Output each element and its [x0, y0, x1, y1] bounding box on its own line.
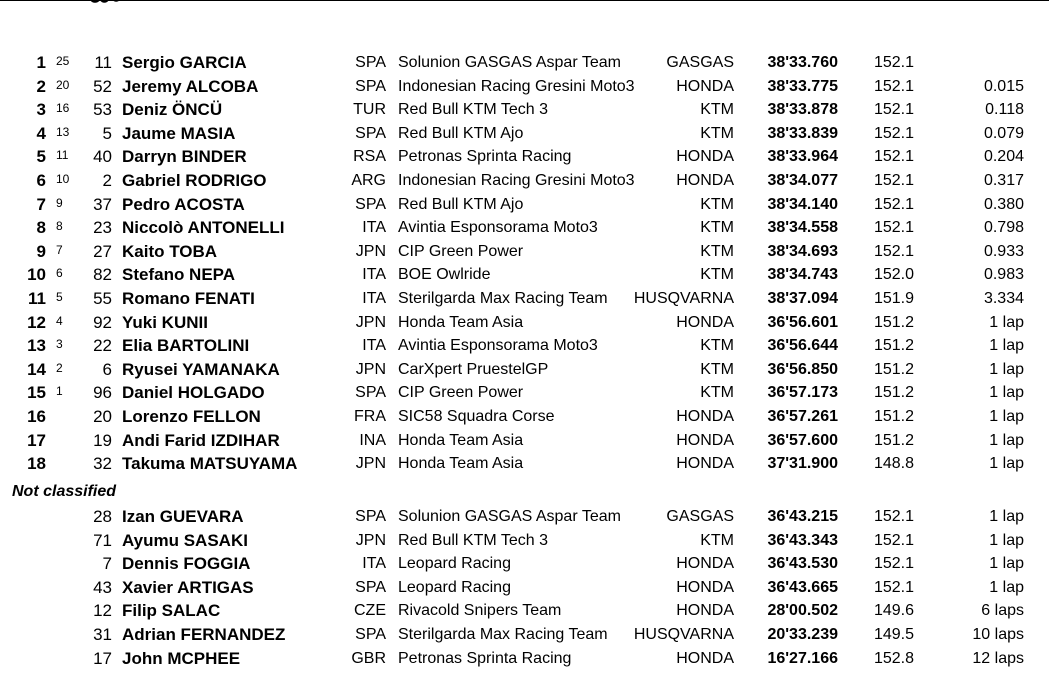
cell-pos: 6: [36, 171, 46, 190]
cell-num: 6: [102, 359, 112, 379]
cell-time: 28'00.502: [767, 602, 838, 620]
cell-team: SIC58 Squadra Corse: [398, 408, 555, 425]
cell-time: 36'56.644: [767, 337, 838, 355]
cell-time: 38'34.140: [767, 195, 838, 213]
cell-nat: JPN: [355, 313, 386, 331]
cell-pts: 5: [56, 290, 63, 304]
result-row: [0, 75, 1049, 99]
cell-nat: SPA: [355, 626, 386, 643]
cell-nat: SPA: [355, 508, 386, 525]
cell-gap: 0.798: [983, 219, 1024, 237]
cell-team: Solunion GASGAS Aspar Team: [398, 54, 621, 71]
cell-num: 40: [93, 147, 112, 167]
cell-speed: 152.1: [873, 531, 915, 549]
cell-moto: HONDA: [676, 649, 734, 667]
cell-nat: JPN: [355, 242, 386, 260]
cell-moto: HUSQVARNA: [633, 626, 734, 643]
cell-time: 20'33.239: [767, 626, 838, 643]
cell-gap: 1 lap: [989, 508, 1024, 525]
result-row: [0, 529, 1049, 553]
cell-nat: RSA: [353, 148, 386, 166]
cell-gap: 1 lap: [989, 531, 1024, 549]
cell-moto: HONDA: [676, 431, 734, 449]
cell-num: 92: [93, 312, 112, 332]
cell-moto: KTM: [700, 101, 734, 119]
cell-time: 36'56.850: [767, 360, 838, 378]
cell-speed: 152.1: [873, 578, 915, 596]
cell-speed: 151.2: [873, 360, 915, 378]
cell-team: Leopard Racing: [398, 578, 511, 596]
cell-time: 38'34.743: [767, 266, 838, 284]
result-row: [0, 263, 1049, 287]
cell-speed: 152.1: [873, 219, 915, 237]
cell-num: 19: [93, 430, 112, 450]
cell-name: Gabriel RODRIGO: [122, 171, 267, 190]
cell-gap: 0.079: [983, 124, 1024, 142]
cell-name: Ryusei YAMANAKA: [122, 359, 280, 379]
cell-name: Andi Farid IZDIHAR: [122, 430, 280, 450]
cell-time: 36'57.600: [767, 431, 838, 449]
cell-num: 52: [93, 76, 112, 96]
cell-time: 38'33.775: [767, 77, 838, 95]
cell-gap: 12 laps: [972, 649, 1024, 667]
cell-num: 96: [93, 383, 112, 403]
cell-speed: 152.8: [873, 649, 915, 667]
cell-gap: 1 lap: [989, 431, 1024, 449]
cell-nat: ITA: [362, 337, 386, 355]
cell-name: Daniel HOLGADO: [122, 383, 265, 403]
cell-num: 11: [94, 53, 112, 72]
cell-name: Darryn BINDER: [122, 147, 247, 167]
cell-num: 43: [93, 577, 112, 597]
cell-num: 31: [93, 625, 112, 644]
cell-team: Red Bull KTM Ajo: [398, 124, 524, 142]
cell-time: 38'37.094: [767, 290, 838, 307]
cell-num: 23: [93, 218, 112, 238]
cell-time: 37'31.900: [767, 455, 838, 473]
cell-nat: ITA: [362, 266, 386, 284]
cell-gap: 1 lap: [989, 455, 1024, 473]
cell-time: 36'43.215: [767, 508, 838, 525]
cell-team: Avintia Esponsorama Moto3: [398, 219, 598, 237]
cell-nat: JPN: [355, 360, 386, 378]
cell-pts: 8: [56, 219, 63, 234]
result-row: [0, 623, 1049, 647]
cell-speed: 151.2: [873, 313, 915, 331]
cell-team: Honda Team Asia: [398, 455, 524, 473]
cell-nat: JPN: [355, 531, 386, 549]
cell-time: 38'33.878: [767, 101, 838, 119]
cell-name: Elia BARTOLINI: [122, 336, 250, 356]
cell-num: 71: [93, 530, 112, 550]
cell-speed: 152.0: [873, 266, 915, 284]
result-row: [0, 599, 1049, 623]
cell-nat: SPA: [355, 124, 386, 142]
cell-gap: 1 lap: [989, 313, 1024, 331]
cell-gap: 1 lap: [989, 555, 1024, 573]
cell-gap: 0.983: [983, 266, 1024, 284]
cell-gap: 0.204: [983, 148, 1024, 166]
cell-moto: GASGAS: [666, 54, 734, 71]
cell-pts: 1: [56, 384, 63, 399]
cell-time: 38'34.693: [767, 242, 838, 260]
cell-num: 37: [93, 194, 112, 214]
cell-pos: 18: [27, 454, 46, 474]
cell-time: 36'43.530: [767, 555, 838, 573]
result-row: [0, 98, 1049, 122]
cell-moto: HONDA: [676, 602, 734, 620]
cell-gap: 0.933: [983, 242, 1024, 260]
cell-moto: KTM: [700, 360, 734, 378]
cell-name: Sergio GARCIA: [122, 53, 247, 72]
cell-pts: 11: [56, 148, 69, 163]
cell-team: Red Bull KTM Tech 3: [398, 101, 548, 119]
cell-time: 36'57.261: [767, 408, 838, 425]
cell-gap: 1 lap: [989, 360, 1024, 378]
cell-team: Sterilgarda Max Racing Team: [398, 626, 608, 643]
result-row: [0, 405, 1049, 429]
cell-pts: 13: [56, 124, 70, 139]
cell-time: 36'56.601: [767, 313, 838, 331]
result-row: [0, 193, 1049, 217]
cell-num: 32: [93, 454, 112, 474]
cell-num: 53: [93, 100, 112, 120]
cell-name: Yuki KUNII: [122, 312, 208, 332]
cell-pts: 20: [56, 77, 70, 92]
cell-moto: KTM: [700, 337, 734, 355]
cell-gap: 0.118: [985, 101, 1024, 119]
cell-gap: 1 lap: [989, 408, 1024, 425]
cell-gap: 10 laps: [972, 626, 1024, 643]
cell-speed: 151.2: [873, 431, 915, 449]
cell-team: Leopard Racing: [398, 555, 511, 573]
cell-gap: 1 lap: [989, 384, 1024, 402]
cell-num: 28: [93, 507, 112, 526]
cell-speed: 152.1: [873, 54, 915, 71]
cell-moto: KTM: [700, 266, 734, 284]
cell-name: Kaito TOBA: [122, 241, 218, 261]
cell-pos: 16: [27, 407, 46, 426]
cell-name: Ayumu SASAKI: [122, 530, 248, 550]
cell-gap: 1 lap: [989, 337, 1024, 355]
cell-pos: 17: [27, 430, 46, 450]
cell-team: Petronas Sprinta Racing: [398, 649, 572, 667]
cell-speed: 152.1: [873, 172, 915, 189]
cell-speed: 152.1: [873, 77, 915, 95]
cell-nat: SPA: [355, 578, 386, 596]
cell-team: Indonesian Racing Gresini Moto3: [398, 172, 635, 189]
cell-time: 38'34.558: [767, 219, 838, 237]
cell-pts: 4: [56, 313, 63, 328]
cell-name: Dennis FOGGIA: [122, 554, 251, 574]
cell-time: 38'33.839: [767, 124, 838, 142]
result-row: [0, 452, 1049, 476]
cell-time: 38'33.964: [767, 148, 838, 166]
cell-pts: 3: [56, 337, 63, 352]
cell-speed: 152.1: [873, 508, 915, 525]
cell-pos: 15: [27, 383, 46, 403]
cell-moto: HONDA: [676, 578, 734, 596]
cell-num: 82: [93, 265, 112, 285]
not-classified-heading: Not classified: [12, 483, 117, 500]
cell-pos: 4: [36, 123, 46, 143]
cell-nat: TUR: [353, 101, 386, 119]
cell-pos: 3: [36, 100, 46, 120]
cell-name: Xavier ARTIGAS: [122, 577, 254, 597]
result-row: [0, 122, 1049, 146]
cell-time: 36'43.665: [767, 578, 838, 596]
cell-gap: 1 lap: [989, 578, 1024, 596]
cell-moto: KTM: [700, 195, 734, 213]
result-row: [0, 647, 1049, 671]
result-row: [0, 311, 1049, 335]
cell-team: CIP Green Power: [398, 242, 524, 260]
result-row: [0, 552, 1049, 576]
cell-pts: 10: [56, 172, 70, 186]
cell-time: 38'33.760: [767, 54, 838, 71]
cell-name: Filip SALAC: [122, 601, 221, 621]
cell-name: Takuma MATSUYAMA: [122, 454, 298, 474]
cell-pos: 14: [27, 359, 46, 379]
cell-speed: 152.1: [873, 101, 915, 119]
cell-nat: ITA: [362, 219, 386, 237]
cell-name: Niccolò ANTONELLI: [122, 218, 285, 238]
cell-team: Indonesian Racing Gresini Moto3: [398, 77, 635, 95]
cell-pos: 12: [27, 312, 46, 332]
cell-nat: JPN: [355, 455, 386, 473]
cell-moto: HONDA: [676, 408, 734, 425]
cell-team: CarXpert PruestelGP: [398, 360, 549, 378]
cell-speed: 149.6: [873, 602, 915, 620]
cell-name: John MCPHEE: [122, 648, 241, 668]
cell-nat: ITA: [362, 555, 386, 573]
cell-speed: 151.2: [873, 384, 915, 402]
cell-team: Solunion GASGAS Aspar Team: [398, 508, 621, 525]
cell-pos: 5: [36, 147, 46, 167]
cell-nat: ITA: [362, 290, 386, 307]
cell-name: Deniz ÖNCÜ: [122, 100, 223, 120]
cell-moto: GASGAS: [666, 508, 734, 525]
cell-name: Jaume MASIA: [122, 123, 236, 143]
cell-name: Adrian FERNANDEZ: [122, 625, 286, 644]
cell-num: 20: [93, 407, 112, 426]
cell-num: 17: [93, 648, 112, 668]
cell-moto: KTM: [700, 124, 734, 142]
cell-name: Stefano NEPA: [122, 265, 236, 285]
cell-num: 2: [102, 171, 112, 190]
cell-pts: 9: [56, 195, 63, 210]
result-row: [0, 169, 1049, 193]
cell-speed: 152.1: [873, 148, 915, 166]
cell-time: 36'57.173: [767, 384, 838, 402]
cell-nat: FRA: [354, 408, 386, 425]
cell-speed: 152.1: [873, 242, 915, 260]
cell-pos: 13: [27, 336, 46, 356]
cell-num: 12: [93, 601, 112, 621]
cell-speed: 149.5: [873, 626, 915, 643]
cell-pos: 8: [36, 218, 46, 238]
cell-moto: KTM: [700, 242, 734, 260]
header-rule: [0, 0, 1049, 3]
cell-team: Red Bull KTM Ajo: [398, 195, 524, 213]
logo-fragment-icon: [88, 0, 122, 6]
cell-moto: HUSQVARNA: [633, 290, 734, 307]
cell-team: BOE Owlride: [398, 266, 491, 284]
cell-moto: HONDA: [676, 77, 734, 95]
cell-pos: 11: [28, 289, 46, 308]
cell-moto: HONDA: [676, 148, 734, 166]
cell-team: Rivacold Snipers Team: [398, 602, 562, 620]
cell-team: Honda Team Asia: [398, 431, 524, 449]
cell-nat: ARG: [351, 172, 386, 189]
cell-speed: 151.9: [873, 290, 915, 307]
result-row: [0, 51, 1049, 75]
cell-moto: HONDA: [676, 455, 734, 473]
result-row: [0, 358, 1049, 382]
cell-name: Izan GUEVARA: [122, 507, 244, 526]
result-row: [0, 334, 1049, 358]
cell-name: Jeremy ALCOBA: [122, 76, 259, 96]
cell-team: Avintia Esponsorama Moto3: [398, 337, 598, 355]
cell-pts: 6: [56, 266, 63, 281]
result-row: [0, 216, 1049, 240]
cell-gap: 0.380: [983, 195, 1024, 213]
cell-pts: 2: [56, 360, 63, 375]
header-rule-stub: [0, 0, 76, 1]
cell-nat: INA: [359, 431, 386, 449]
result-row: [0, 287, 1049, 311]
cell-pos: 9: [36, 241, 46, 261]
cell-moto: KTM: [700, 531, 734, 549]
cell-num: 27: [93, 241, 112, 261]
cell-time: 36'43.343: [767, 531, 838, 549]
cell-speed: 152.1: [873, 555, 915, 573]
result-row: [0, 381, 1049, 405]
cell-time: 38'34.077: [767, 172, 838, 189]
cell-team: Petronas Sprinta Racing: [398, 148, 572, 166]
cell-team: Red Bull KTM Tech 3: [398, 531, 548, 549]
cell-team: CIP Green Power: [398, 384, 524, 402]
cell-name: Pedro ACOSTA: [122, 194, 245, 214]
cell-moto: HONDA: [676, 172, 734, 189]
result-row: [0, 145, 1049, 169]
cell-nat: SPA: [355, 384, 386, 402]
cell-num: 55: [93, 289, 112, 308]
cell-num: 22: [93, 336, 112, 356]
cell-nat: GBR: [351, 649, 386, 667]
cell-gap: 3.334: [983, 290, 1024, 307]
cell-num: 7: [102, 554, 112, 574]
cell-speed: 151.2: [873, 337, 915, 355]
cell-team: Honda Team Asia: [398, 313, 524, 331]
cell-speed: 148.8: [873, 455, 915, 473]
cell-pts: 7: [56, 242, 63, 257]
cell-name: Lorenzo FELLON: [122, 407, 261, 426]
cell-nat: SPA: [355, 54, 386, 71]
cell-moto: HONDA: [676, 555, 734, 573]
cell-nat: CZE: [354, 602, 386, 620]
cell-moto: KTM: [700, 219, 734, 237]
cell-pts: 16: [56, 101, 70, 116]
cell-speed: 152.1: [873, 195, 915, 213]
cell-name: Romano FENATI: [122, 289, 255, 308]
cell-pos: 1: [36, 53, 46, 72]
result-row: [0, 240, 1049, 264]
cell-num: 5: [102, 123, 112, 143]
cell-pos: 10: [27, 265, 46, 285]
cell-pos: 7: [36, 194, 46, 214]
cell-speed: 151.2: [873, 408, 915, 425]
result-row: [0, 505, 1049, 529]
cell-speed: 152.1: [873, 124, 915, 142]
cell-nat: SPA: [355, 77, 386, 95]
cell-gap: 0.317: [983, 172, 1024, 189]
cell-time: 16'27.166: [767, 649, 838, 667]
cell-team: Sterilgarda Max Racing Team: [398, 290, 608, 307]
result-row: [0, 429, 1049, 453]
cell-pos: 2: [36, 76, 46, 96]
cell-moto: KTM: [700, 384, 734, 402]
result-row: [0, 576, 1049, 600]
cell-nat: SPA: [355, 195, 386, 213]
cell-gap: 6 laps: [981, 602, 1024, 620]
cell-gap: 0.015: [983, 77, 1024, 95]
cell-pts: 25: [56, 54, 70, 68]
cell-moto: HONDA: [676, 313, 734, 331]
